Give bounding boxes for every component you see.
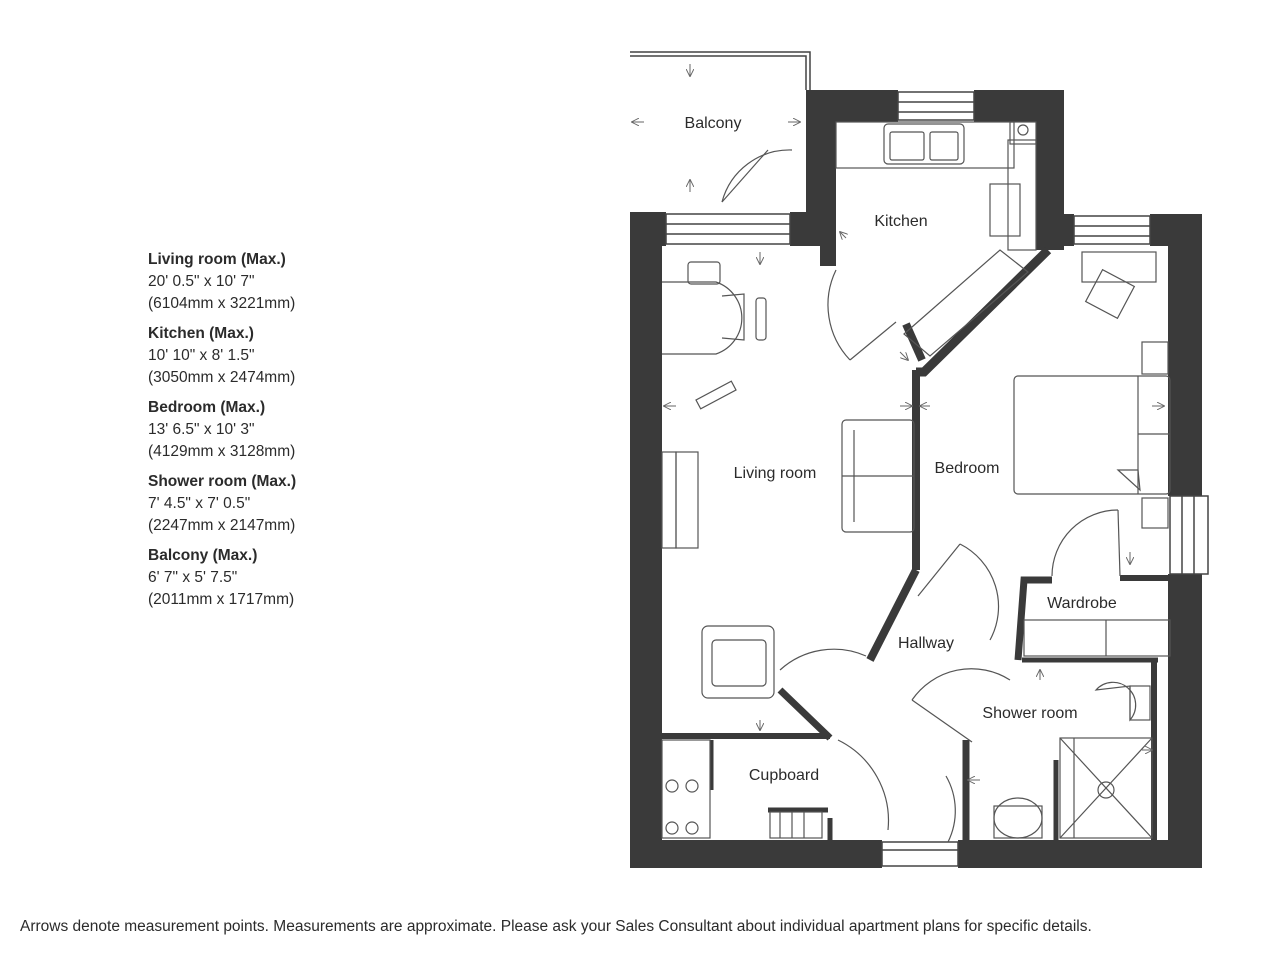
- legend-metric: (4129mm x 3128mm): [148, 443, 296, 460]
- cupboard-fittings: [662, 740, 822, 838]
- room-label-living-room: Living room: [733, 465, 817, 482]
- balcony-outline: [630, 52, 810, 90]
- disclaimer-text: Arrows denote measurement points. Measurements are approximate. Please ask your Sales Consultant about individual apartment plans for specific details.: [20, 918, 1092, 935]
- room-label-bedroom: Bedroom: [934, 460, 1000, 477]
- room-label-balcony: Balcony: [684, 115, 742, 132]
- internal-walls: [662, 250, 1170, 842]
- legend-imperial: 6' 7" x 5' 7.5": [148, 569, 238, 586]
- room-label-kitchen: Kitchen: [874, 213, 928, 230]
- legend-imperial: 10' 10" x 8' 1.5": [148, 347, 255, 364]
- room-label-hallway: Hallway: [897, 635, 955, 652]
- legend-metric: (6104mm x 3221mm): [148, 295, 296, 312]
- kitchen-fittings: [836, 122, 1036, 356]
- legend-imperial: 20' 0.5" x 10' 7": [148, 273, 255, 290]
- legend-metric: (2247mm x 2147mm): [148, 517, 296, 534]
- room-label-wardrobe: Wardrobe: [1047, 595, 1117, 612]
- legend-metric: (2011mm x 1717mm): [148, 591, 295, 608]
- legend-title: Bedroom (Max.): [148, 399, 266, 416]
- legend-title: Balcony (Max.): [148, 547, 258, 564]
- legend-title: Living room (Max.): [148, 251, 286, 268]
- legend-title: Kitchen (Max.): [148, 325, 254, 342]
- legend-metric: (3050mm x 2474mm): [148, 369, 296, 386]
- room-label-shower-room: Shower room: [982, 705, 1078, 722]
- legend-imperial: 13' 6.5" x 10' 3": [148, 421, 255, 438]
- legend-title: Shower room (Max.): [148, 473, 297, 490]
- legend-imperial: 7' 4.5" x 7' 0.5": [148, 495, 251, 512]
- room-label-cupboard: Cupboard: [748, 767, 820, 784]
